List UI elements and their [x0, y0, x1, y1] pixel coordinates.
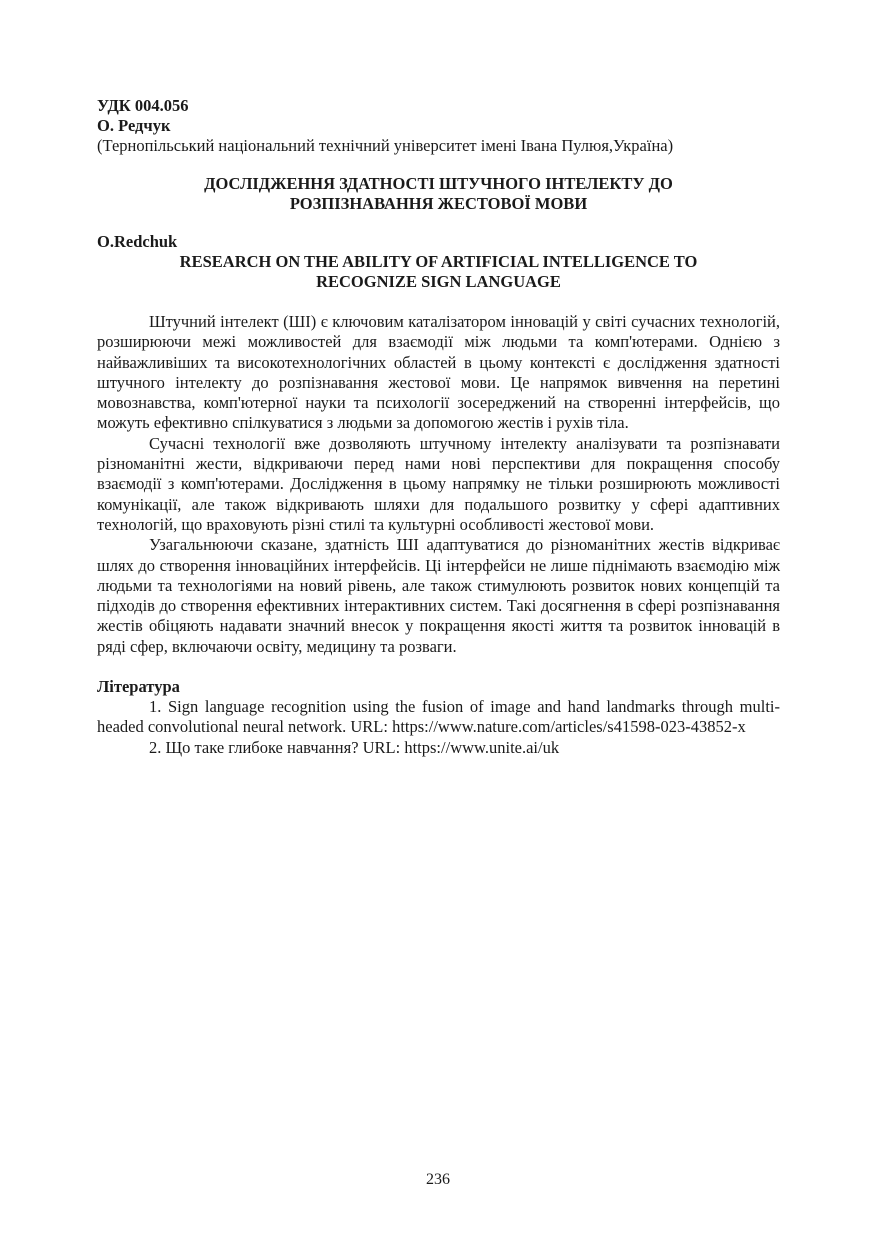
page-number: 236 — [426, 1171, 450, 1188]
references-heading: Література — [97, 677, 180, 697]
paragraph-1: Штучний інтелект (ШІ) є ключовим каталізатором інновацій у світі сучасних технологій, розширюючи межі можливостей для взаємодії між людьми та комп'ютерами. Однією з найважливіших та високотехнологічних областей в цьому контексті є дослідження здатності штучного інтелекту до розпізнавання жестової мови. Це напрямок вивчення на перетині мовознавства, комп'ютерної науки та психології зосереджений на створенні інтерфейсів, що можуть ефективно спілкуватися з людьми за допомогою жестів і рухів тіла. — [97, 312, 780, 433]
body-text — [97, 312, 780, 657]
title-ua-line-1: ДОСЛІДЖЕННЯ ЗДАТНОСТІ ШТУЧНОГО ІНТЕЛЕКТУ ДО — [204, 174, 673, 193]
reference-1: 1. Sign language recognition using the fusion of image and hand landmarks through multi-headed convolutional neural network. URL: https://www.nature.com/articles/s41598-023-43852-x — [97, 697, 780, 737]
title-ua-line-2: РОЗПІЗНАВАННЯ ЖЕСТОВОЇ МОВИ — [289, 194, 588, 213]
reference-2: 2. Що таке глибоке навчання? URL: https://www.unite.ai/uk — [149, 737, 560, 757]
author-en: O.Redchuk — [97, 232, 178, 251]
title-en-line-1: RESEARCH ON THE ABILITY OF ARTIFICIAL INTELLIGENCE TO — [179, 252, 698, 271]
title-ua — [97, 174, 780, 214]
affiliation: (Тернопільський національний технічний університет імені Івана Пулюя,Україна) — [97, 136, 674, 155]
paragraph-2: Сучасні технології вже дозволяють штучному інтелекту аналізувати та розпізнавати різноманітні жести, відкриваючи перед нами нові перспективи для покращення способу взаємодії з комп'ютерами. Дослідження в цьому напрямку не тільки розширюють можливості комунікації, але також відкривають шляхи для подальшого розвитку у сфері адаптивних технологій, що враховують різні стилі та культурні особливості жестової мови. — [97, 433, 780, 534]
udk-code: УДК 004.056 — [97, 96, 189, 115]
paragraph-3: Узагальнюючи сказане, здатність ШІ адаптуватися до різноманітних жестів відкриває шлях до створення інноваційних інтерфейсів. Ці інтерфейси не лише піднімають взаємодію між людьми та технологіями на новий рівень, але також стимулюють розвиток нових концепцій та підходів до створення ефективних інтерактивних систем. Такі досягнення в сфері розпізнавання жестів обіцяють надавати значний внесок у покращення якості життя та розвиток інновацій в ряді сфер, включаючи освіту, медицину та розваги. — [97, 535, 780, 656]
author-ua: О. Редчук — [97, 116, 171, 135]
title-en-line-2: RECOGNIZE SIGN LANGUAGE — [316, 272, 561, 291]
title-en — [97, 252, 780, 292]
paper-page — [97, 96, 780, 758]
